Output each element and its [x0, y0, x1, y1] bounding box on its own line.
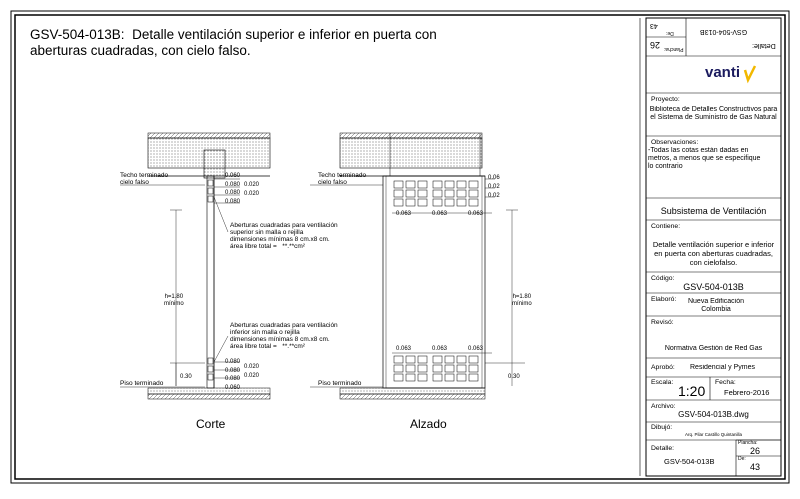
alzado-height: h=1.80 mínimo: [512, 294, 532, 307]
contiene-value: Detalle ventilación superior e inferior en puerta con aberturas cuadradas, con cielofalso.: [652, 240, 775, 267]
title-line2: aberturas cuadradas, con cielo falso.: [30, 43, 251, 58]
fecha-label: Fecha:: [715, 379, 736, 386]
subsistema: Subsistema de Ventilación: [660, 206, 767, 216]
detalle-label: Detalle:: [651, 445, 675, 452]
corte-techo-label: Techo terminado cielo falso: [120, 172, 169, 186]
corte-title: Corte: [196, 417, 226, 431]
mirrored-plancha-value: 26: [650, 40, 661, 50]
mirrored-de-label: De:: [666, 30, 674, 36]
elaboro-value: Nueva Edificación Colombia: [687, 298, 745, 313]
reviso-value: Normativa Gestión de Red Gas: [664, 345, 763, 352]
title-line1: Detalle ventilación superior e inferior en puerta con: [132, 27, 437, 42]
vanti-check-icon: [745, 66, 755, 80]
proyecto-label: Proyecto:: [651, 96, 680, 103]
corte-dims-bot: 0.080 0.080 0.080 0.060: [225, 359, 241, 391]
plancha-label: Plancha:: [738, 440, 758, 446]
mirrored-detalle-label: Detalle:: [752, 42, 776, 49]
archivo-value: GSV-504-013B.dwg: [678, 411, 749, 419]
corte-dims-top: 0.060 0.080 0.080 0.080: [225, 173, 241, 205]
corte-height: h=1.80 mínimo: [164, 294, 184, 307]
corte-note-inferior: Aberturas cuadradas para ventilación inferior sin malla o rejilla dimensiones mínimas 8 cm.x8 cm. área libre total = **.**cm²: [230, 322, 338, 350]
archivo-label: Archivo:: [651, 403, 676, 410]
mirrored-de-value: 43: [650, 22, 658, 29]
plancha-value: 26: [750, 446, 761, 456]
aprobo-label: Aprobó:: [651, 364, 675, 371]
title-code: GSV-504-013B:: [30, 27, 125, 42]
alzado-h030: 0.30: [508, 374, 520, 380]
observaciones-label: Observaciones:: [651, 139, 699, 146]
upper-openings: [394, 181, 478, 206]
elaboro-label: Elaboró:: [651, 296, 677, 303]
corte-dims-top-spacing: 0.020 0.020: [244, 182, 260, 197]
alzado-dim-bot-3: 0.063: [468, 346, 484, 352]
lower-openings: [394, 356, 478, 381]
alzado-title: Alzado: [410, 417, 447, 431]
alzado-piso-label: Piso terminado: [318, 380, 362, 387]
alzado-dim-bot-2: 0.063: [432, 346, 448, 352]
codigo-label: Código:: [651, 275, 675, 282]
dibujo-label: Dibujó:: [651, 424, 673, 431]
codigo-value: GSV-504-013B: [683, 282, 744, 292]
corte-dims-bot-spacing: 0.020 0.020: [244, 364, 260, 379]
drawing-title: [30, 27, 590, 59]
de-label: De:: [738, 456, 746, 462]
alzado-dim-bot-1: 0.063: [396, 346, 412, 352]
corte-h030: 0.30: [180, 374, 192, 380]
vanti-logo: vanti: [705, 64, 741, 81]
escala-value: 1:20: [678, 383, 706, 399]
alzado-dims-right: 0.06 0.02 0.02: [488, 175, 500, 199]
proyecto-value: Biblioteca de Detalles Constructivos para el Sistema de Suministro de Gas Natural: [649, 106, 778, 121]
alzado-techo-label: Techo terminado cielo falso: [318, 172, 367, 186]
escala-label: Escala:: [651, 379, 674, 386]
alzado-dim-top-2: 0.063: [432, 211, 448, 217]
aprobo-value: Residencial y Pymes: [690, 364, 755, 371]
de-value: 43: [750, 462, 761, 472]
corte-piso-label: Piso terminado: [120, 380, 164, 387]
dibujo-value: Arq. Pilar Castillo Quintanilla: [684, 432, 743, 437]
alzado-dim-top-1: 0.063: [396, 211, 412, 217]
fecha-value: Febrero-2016: [724, 388, 770, 397]
alzado-dim-top-3: 0.063: [468, 211, 484, 217]
mirrored-plancha-label: Plancha:: [664, 46, 684, 52]
contiene-label: Contiene:: [651, 223, 681, 230]
corte-note-superior: Aberturas cuadradas para ventilación superior sin malla o rejilla dimensiones mínimas 8 cm.x8 cm. área libre total = **.**cm²: [230, 222, 338, 250]
mirrored-detalle-value: GSV-504-013B: [700, 28, 748, 35]
reviso-label: Revisó:: [651, 319, 674, 326]
observaciones-value: -Todas las cotas están dadas en metros, a menos que se especifique lo contrario: [648, 147, 761, 170]
detalle-value: GSV-504-013B: [664, 457, 715, 466]
